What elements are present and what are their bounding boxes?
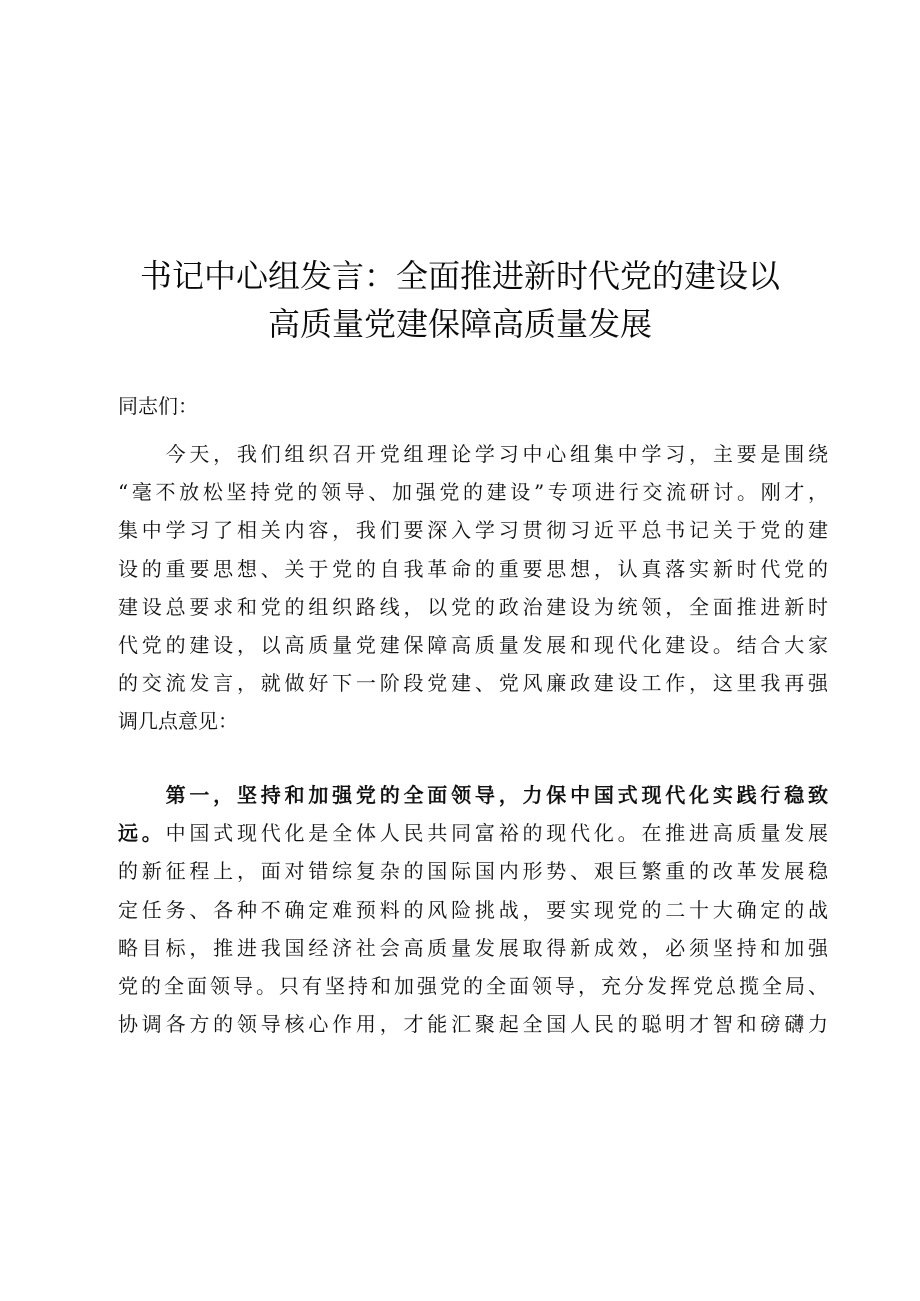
paragraph-line: 的新征程上，面对错综复杂的国际国内形势、艰巨繁重的改革发展稳 — [118, 859, 828, 884]
paragraph-line: 集中学习了相关内容，我们要深入学习贯彻习近平总书记关于党的建 — [118, 518, 828, 543]
paragraph-line: 代党的建设，以高质量党建保障高质量发展和现代化建设。结合大家 — [118, 632, 828, 657]
paragraph-line: 设的重要思想、关于党的自我革命的重要思想，认真落实新时代党的 — [118, 556, 828, 581]
paragraph-line: 定任务、各种不确定难预料的风险挑战，要实现党的二十大确定的战 — [118, 897, 828, 922]
paragraph-line: 调几点意见： — [118, 709, 238, 734]
paragraph-line: 的交流发言，就做好下一阶段党建、党风廉政建设工作，这里我再强 — [118, 671, 828, 696]
title-line-2: 高质量党建保障高质量发展 — [267, 305, 652, 343]
point-heading-end: 远。 — [118, 821, 166, 846]
point-heading-line: 第一，坚持和加强党的全面领导，力保中国式现代化实践行稳致 — [118, 783, 828, 807]
paragraph-line: 党的全面领导。只有坚持和加强党的全面领导，充分发挥党总揽全局、 — [118, 973, 828, 998]
paragraph-line: 略目标，推进我国经济社会高质量发展取得新成效，必须坚持和加强 — [118, 935, 828, 960]
paragraph-line: “毫不放松坚持党的领导、加强党的建设”专项进行交流研讨。刚才， — [118, 480, 828, 505]
paragraph-line: 今天，我们组织召开党组理论学习中心组集中学习，主要是围绕 — [118, 442, 828, 466]
paragraph-line: 协调各方的领导核心作用，才能汇聚起全国人民的聪明才智和磅礴力 — [118, 1012, 828, 1037]
document-title — [100, 252, 820, 348]
point-body-start: 中国式现代化是全体人民共同富裕的现代化。在推进高质量发展 — [165, 821, 829, 846]
salutation: 同志们： — [118, 394, 198, 418]
paragraph-line — [118, 814, 828, 852]
paragraph-intro — [118, 435, 828, 741]
paragraph-first-point — [118, 776, 828, 1043]
paragraph-line: 建设总要求和党的组织路线，以党的政治建设为统领，全面推进新时 — [118, 594, 828, 619]
title-line-1: 书记中心组发言：全面推进新时代党的建设以 — [139, 257, 780, 295]
